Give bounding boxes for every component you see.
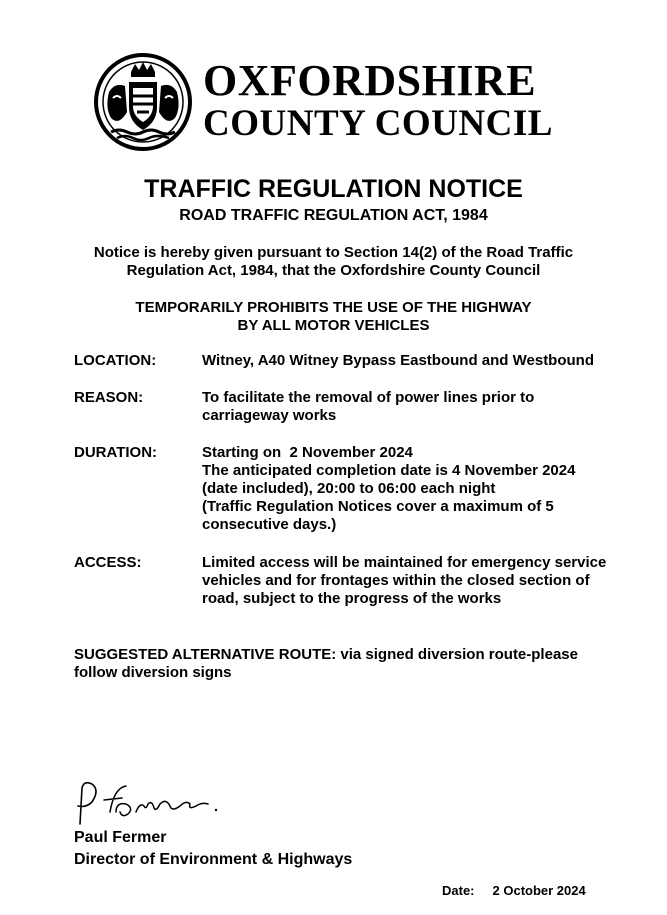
notice-subtitle: ROAD TRAFFIC REGULATION ACT, 1984 [179, 207, 488, 224]
council-logo [93, 50, 569, 156]
handwritten-signature [70, 780, 230, 826]
notice-intro [60, 244, 607, 280]
reason-line: To facilitate the removal of power lines prior to [202, 389, 535, 406]
duration-line: (date included), 20:00 to 06:00 each night [202, 480, 496, 497]
access-line: Limited access will be maintained for emergency service [202, 554, 607, 571]
duration-line: (Traffic Regulation Notices cover a maximum of 5 [202, 498, 554, 515]
prohibition-line: TEMPORARILY PROHIBITS THE USE OF THE HIGHWAY [135, 299, 532, 316]
org-name-line1: OXFORDSHIRE [203, 56, 537, 105]
location-value [202, 352, 632, 370]
date-label: Date: [442, 883, 475, 898]
reason-value [202, 389, 632, 425]
duration-label: DURATION: [74, 444, 158, 461]
access-value [202, 554, 632, 608]
location-label: LOCATION: [74, 352, 157, 369]
council-crest-icon [93, 52, 193, 152]
reason-line: carriageway works [202, 407, 337, 424]
access-line: road, subject to the progress of the works [202, 590, 502, 607]
notice-date [442, 883, 586, 898]
notice-title: TRAFFIC REGULATION NOTICE [144, 175, 523, 203]
signatory-title: Director of Environment & Highways [74, 851, 353, 868]
intro-line: Regulation Act, 1984, that the Oxfordshire County Council [126, 262, 541, 279]
duration-line: The anticipated completion date is 4 November 2024 [202, 462, 576, 479]
org-name-line2: COUNTY COUNCIL [203, 103, 553, 144]
reason-label: REASON: [74, 389, 144, 406]
alternative-route-line: follow diversion signs [74, 664, 232, 681]
alternative-route-line: SUGGESTED ALTERNATIVE ROUTE: via signed diversion route-please [74, 646, 578, 663]
signatory [74, 827, 352, 871]
duration-value [202, 444, 632, 534]
duration-line: consecutive days.) [202, 516, 337, 533]
access-line: vehicles and for frontages within the closed section of [202, 572, 590, 589]
date-value: 2 October 2024 [492, 883, 586, 898]
intro-line: Notice is hereby given pursuant to Section 14(2) of the Road Traffic [93, 244, 574, 261]
alternative-route [74, 646, 634, 682]
location-line: Witney, A40 Witney Bypass Eastbound and Westbound [202, 352, 594, 369]
prohibition-statement [60, 299, 607, 335]
duration-line: Starting on 2 November 2024 [202, 444, 413, 461]
signatory-name: Paul Fermer [74, 829, 167, 846]
access-label: ACCESS: [74, 554, 142, 571]
prohibition-line: BY ALL MOTOR VEHICLES [237, 317, 430, 334]
